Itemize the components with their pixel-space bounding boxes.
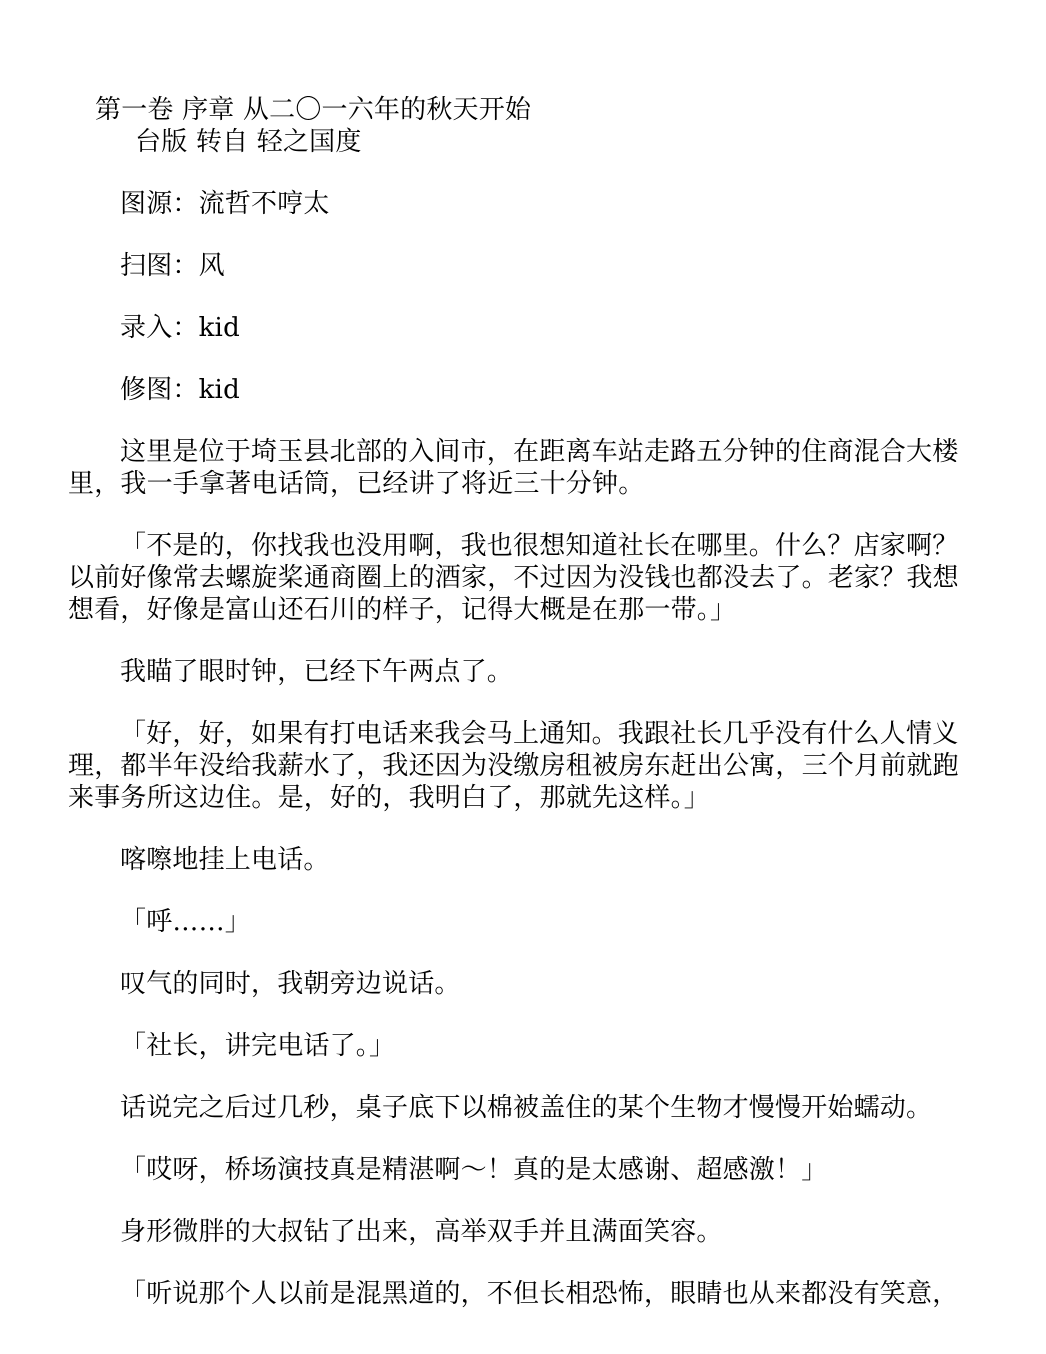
- paragraph-12-line-1: 「听说那个人以前是混黑道的，不但长相恐怖，眼睛也从来都没有笑意，: [120, 1279, 959, 1309]
- credit-input: 录入：kid: [120, 313, 240, 343]
- credit-scan: 扫图：风: [120, 251, 225, 281]
- credit-retouch: 修图：kid: [120, 375, 240, 405]
- credit-image-source: 图源：流哲不哼太: [120, 189, 330, 219]
- source-subtitle: 台版 转自 轻之国度: [135, 127, 362, 157]
- paragraph-11-line-1: 身形微胖的大叔钻了出来，高举双手并且满面笑容。: [120, 1217, 723, 1247]
- paragraph-6-line-1: 「呼……」: [120, 907, 252, 937]
- paragraph-5-line-1: 喀嚓地挂上电话。: [120, 845, 330, 875]
- chapter-title: 第一卷 序章 从二〇一六年的秋天开始: [95, 95, 532, 125]
- paragraph-10-line-1: 「哎呀，桥场演技真是精湛啊～！真的是太感谢、超感激！」: [120, 1155, 828, 1185]
- paragraph-9-line-1: 话说完之后过几秒，桌子底下以棉被盖住的某个生物才慢慢开始蠕动。: [120, 1093, 933, 1123]
- paragraph-7-line-1: 叹气的同时，我朝旁边说话。: [120, 969, 461, 999]
- paragraph-2-line-2: 以前好像常去螺旋桨通商圈上的酒家，不过因为没钱也都没去了。老家？我想: [68, 563, 959, 593]
- paragraph-1-line-2: 里，我一手拿著电话筒，已经讲了将近三十分钟。: [68, 469, 645, 499]
- paragraph-4-line-2: 理，都半年没给我薪水了，我还因为没缴房租被房东赶出公寓，三个月前就跑: [68, 751, 959, 781]
- paragraph-1-line-1: 这里是位于埼玉县北部的入间市，在距离车站走路五分钟的住商混合大楼: [120, 437, 959, 467]
- paragraph-8-line-1: 「社长，讲完电话了。」: [120, 1031, 396, 1061]
- paragraph-2-line-1: 「不是的，你找我也没用啊，我也很想知道社长在哪里。什么？店家啊？: [120, 531, 959, 561]
- paragraph-4-line-1: 「好，好，如果有打电话来我会马上通知。我跟社长几乎没有什么人情义: [120, 719, 959, 749]
- paragraph-4-line-3: 来事务所这边住。是，好的，我明白了，那就先这样。」: [68, 783, 711, 813]
- paragraph-2-line-3: 想看，好像是富山还石川的样子，记得大概是在那一带。」: [68, 595, 737, 625]
- paragraph-3-line-1: 我瞄了眼时钟，已经下午两点了。: [120, 657, 514, 687]
